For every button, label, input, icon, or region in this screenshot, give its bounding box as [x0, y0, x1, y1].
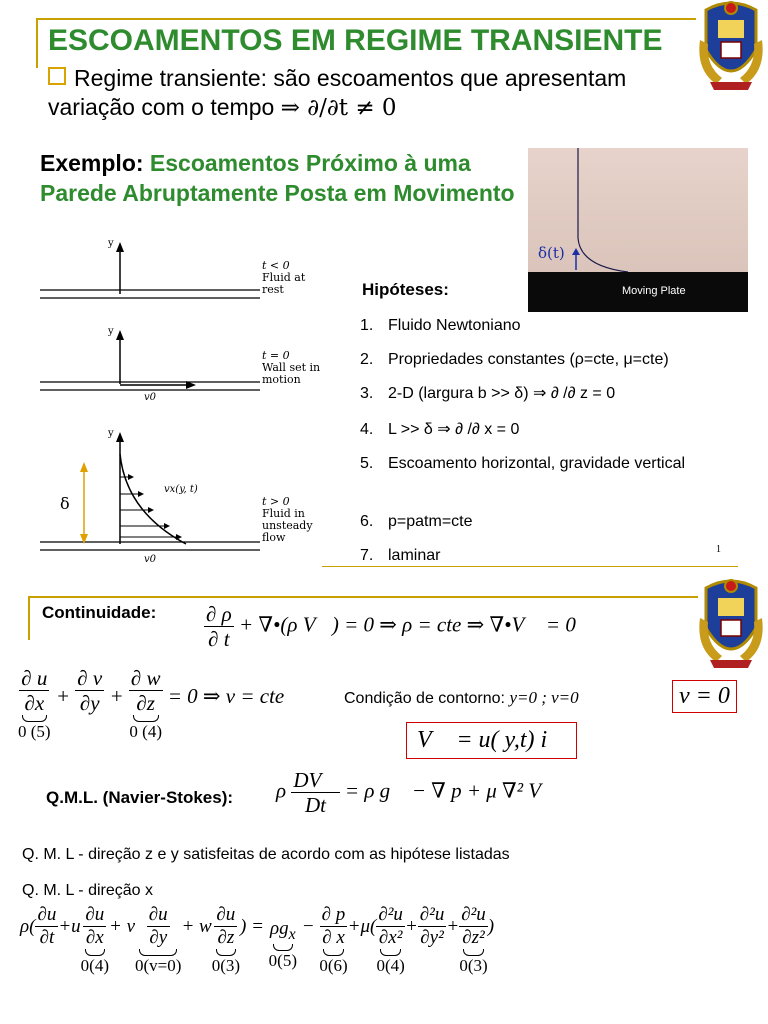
panel3-time: t > 0 — [262, 495, 290, 508]
bullet-square-icon — [48, 67, 66, 85]
slide-title: ESCOAMENTOS EM REGIME TRANSIENTE — [48, 24, 663, 57]
panel2-line2: motion — [262, 373, 301, 386]
university-crest-icon-2 — [696, 578, 766, 670]
panel2-velocity: v0 — [144, 392, 157, 403]
boundary-layer-photo — [528, 148, 748, 312]
panel3-profile-label: vx(y, t) — [164, 484, 198, 495]
hypothesis-4: 4. L >> δ ⇒ ∂ /∂ x = 0 — [360, 421, 520, 438]
slide2-top-rule — [28, 596, 698, 598]
x-momentum-equation: ρ( $\frac{\partial u}{\partial t}$ +u $\frac{\partial u}{\partial x}$ 0(4) + v $\frac{\partial u}{\partial y}$ 0(v=0) + w $\frac{\partial u}{\partial z}$ 0(3) ) = $\rho g_x$ 0(5) − $\frac{\partial p}{\partial x}$ 0(6) +μ( $\frac{\text{∂²u}}{\text{∂x²}}$ 0(4) + $\frac{\text{∂²u}}{\text{∂y²}}$ + $\frac{\text{∂²u}}{\text{∂z²}}$ 0(3) ) — [20, 904, 495, 975]
v-zero-box: v = 0 — [672, 680, 737, 713]
panel1-time: t < 0 — [262, 259, 290, 272]
title-rule — [36, 18, 696, 20]
panel2-line1: Wall set in — [262, 361, 321, 374]
panel1-y-axis-label: y — [108, 238, 114, 249]
panel2-time: t = 0 — [262, 349, 290, 362]
panel2-y-axis-label: y — [108, 326, 114, 337]
velocity-field-box: V⃗ = u( y,t) i⃗ — [406, 722, 577, 759]
university-crest-icon — [696, 0, 766, 92]
delta-t-label: δ(t) — [538, 244, 565, 262]
example-heading: Exemplo: Escoamentos Próximo à uma Parede Abruptamente Posta em Movimento — [40, 150, 515, 206]
hypothesis-6: 6. p=patm=cte — [360, 513, 473, 530]
panel1-line2: rest — [262, 283, 284, 296]
panel3-velocity: v0 — [144, 554, 157, 565]
panel3-y-axis-label: y — [108, 428, 114, 439]
qml-x-text: Q. M. L - direção x — [22, 882, 153, 899]
panel1-line1: Fluid at — [262, 271, 306, 284]
panel3-line3: flow — [262, 531, 286, 544]
plate-label: Moving Plate — [622, 285, 686, 297]
hypothesis-2: 2. Propriedades constantes (ρ=cte, μ=cte) — [360, 351, 669, 368]
divergence-equation: $\frac{\partial u}{\partial x}$ 0 (5) + $\frac{\partial v}{\partial y}$ + $\frac{\partial w}{\partial z}$ 0 (4) = 0 ⇒ v = cte — [18, 666, 285, 742]
slide2-side-rule — [28, 596, 30, 640]
panel3-delta: δ — [60, 494, 70, 513]
hypothesis-7: 7. laminar — [360, 547, 441, 564]
continuity-label: Continuidade: — [42, 603, 157, 622]
navier-stokes-equation: ρ $\frac{DV⃗}{Dt}$ = ρ g⃗ − ∇ p + μ ∇² V⃗ — [276, 768, 558, 818]
qml-zy-text: Q. M. L - direção z e y satisfeitas de acordo com as hipótese listadas — [22, 846, 510, 863]
hypotheses-title: Hipóteses: — [362, 280, 449, 299]
panel3-line1: Fluid in — [262, 507, 305, 520]
definition-bullet: Regime transiente: são escoamentos que apresentam variação com o tempo ⇒ ∂/∂t ≠ 0 — [48, 65, 627, 121]
panel3-line2: unsteady — [262, 519, 313, 532]
hypothesis-3: 3. 2-D (largura b >> δ) ⇒ ∂ /∂ z = 0 — [360, 385, 616, 402]
continuity-equation: $\frac{\partial \rho}{\partial t}$ + ∇•(ρ V⃗) = 0 ⇒ ρ = cte ⇒ ∇•V⃗ = 0 — [206, 602, 576, 652]
boundary-condition: Condição de contorno: y=0 ; v=0 — [344, 688, 579, 707]
slide-bottom-rule — [322, 566, 738, 567]
slide-number: 1 — [716, 544, 721, 555]
title-side-rule — [36, 18, 38, 68]
qml-label: Q.M.L. (Navier-Stokes): — [46, 788, 234, 807]
hypothesis-5: 5. Escoamento horizontal, gravidade vertical — [360, 455, 686, 472]
hypothesis-1: 1. Fluido Newtoniano — [360, 317, 521, 334]
